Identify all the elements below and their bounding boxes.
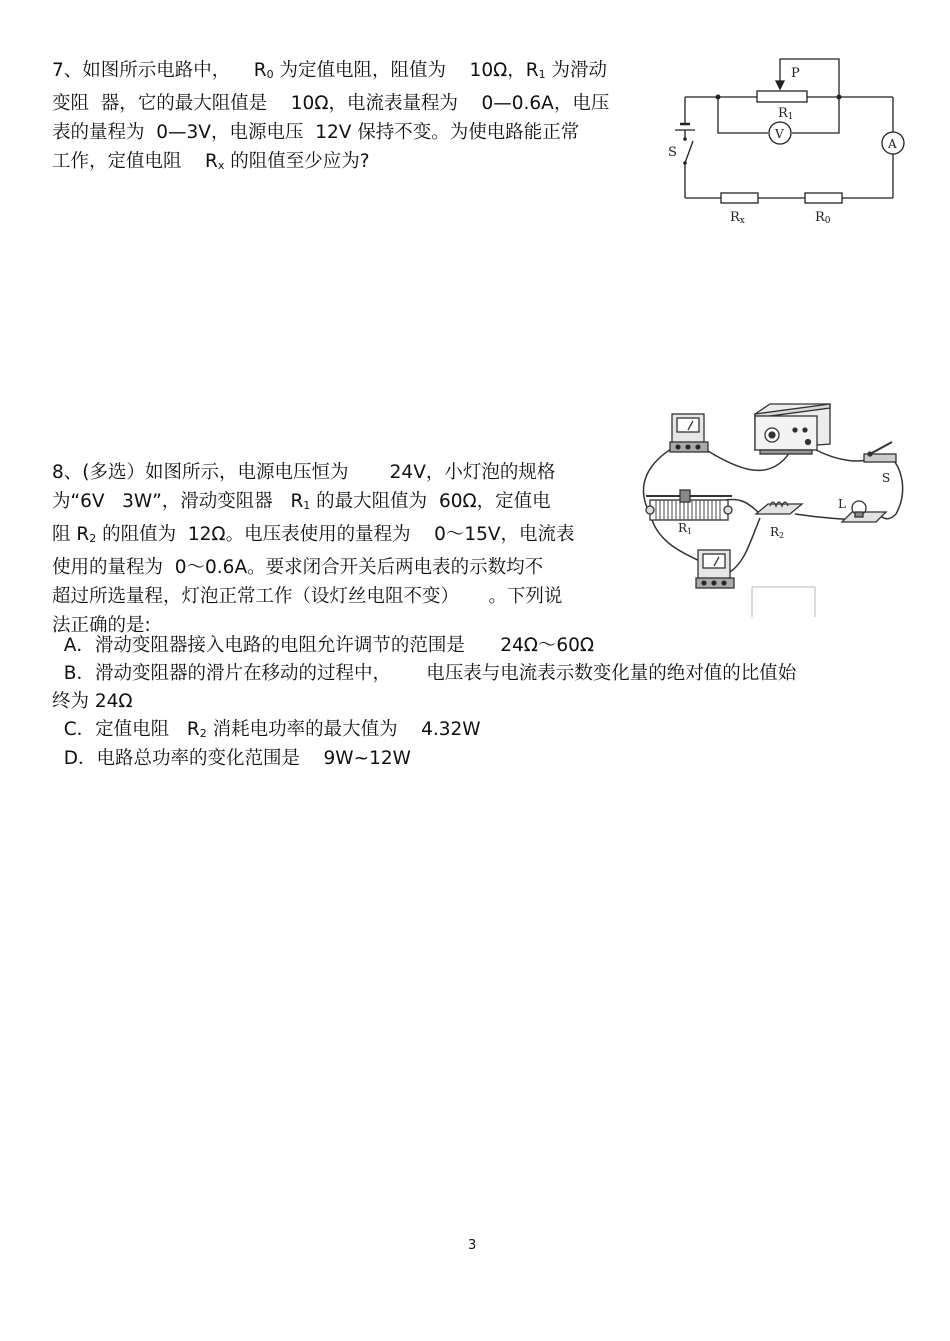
q8-line: 使用的量程为 0～0.6A。要求闭合开关后两电表的示数均不 — [52, 557, 544, 578]
r0-label: R0 — [815, 210, 831, 226]
q8-option-d: D．电路总功率的变化范围是 9W~12W — [52, 748, 411, 769]
ammeter-label: A — [888, 137, 897, 151]
q8-option-a: A．滑动变阻器接入电路的电阻允许调节的范围是 24Ω～60Ω — [52, 635, 595, 656]
q7-line: 7、如图所示电路中， $R_0$ 为定值电阻，阻值为 10Ω，$R_1$ 为滑动 — [52, 60, 607, 81]
switch-device — [864, 442, 896, 462]
rheostat-r1 — [757, 91, 807, 102]
rx-label: Rx — [730, 210, 745, 226]
power-supply — [755, 404, 830, 454]
resistor-r2-device — [756, 502, 802, 514]
q8-switch-label: S — [882, 471, 891, 485]
q8-r2-label: R2 — [770, 525, 785, 540]
ammeter-device — [670, 414, 708, 452]
q7-line: 工作，定值电阻 $R_x$ 的阻值至少应为? — [52, 151, 370, 172]
q8-r1-label: R1 — [678, 521, 693, 536]
voltmeter-label: V — [775, 127, 784, 141]
rheostat-r1-device — [646, 490, 732, 520]
slider-label: P — [791, 66, 800, 81]
q8-apparatus-diagram — [630, 402, 910, 617]
q8-text — [52, 458, 575, 640]
page-number: 3 — [468, 1238, 477, 1253]
q7-circuit-diagram — [665, 55, 905, 235]
q8-option-c: C．定值电阻 $R_2$ 消耗电功率的最大值为 4.32W — [52, 719, 481, 740]
switch-s — [685, 141, 693, 163]
resistor-r0 — [805, 193, 842, 203]
q7-line: 变阻 器，它的最大阻值是 10Ω，电流表量程为 0—0.6A，电压 — [52, 93, 610, 114]
voltmeter-device — [696, 550, 734, 588]
rheostat-label: R1 — [778, 106, 794, 122]
q8-option-b-cont: 终为 24Ω — [52, 691, 133, 712]
switch-label: S — [668, 145, 677, 160]
q8-option-b: B．滑动变阻器的滑片在移动的过程中， 电压表与电流表示数变化量的绝对值的比值始 — [52, 663, 797, 684]
lamp-device — [842, 501, 886, 522]
q8-line: 8、(多选）如图所示，电源电压恒为 24V，小灯泡的规格 — [52, 462, 556, 483]
q8-line: 阻 $R_2$ 的阻值为 12Ω。电压表使用的量程为 0～15V，电流表 — [52, 524, 575, 545]
q7-text — [52, 56, 609, 180]
q8-lamp-label: L — [838, 497, 846, 511]
resistor-rx — [721, 193, 758, 203]
q7-line: 表的量程为 0—3V，电源电压 12V 保持不变。为使电路能正常 — [52, 122, 580, 143]
q8-line: 超过所选量程，灯泡正常工作（设灯丝电阻不变） 。下列说 — [52, 586, 563, 607]
q8-line: 为“6V 3W”，滑动变阻器 $R_1$ 的最大阻值为 60Ω，定值电 — [52, 491, 551, 512]
q8-line: 法正确的是: — [52, 615, 151, 636]
